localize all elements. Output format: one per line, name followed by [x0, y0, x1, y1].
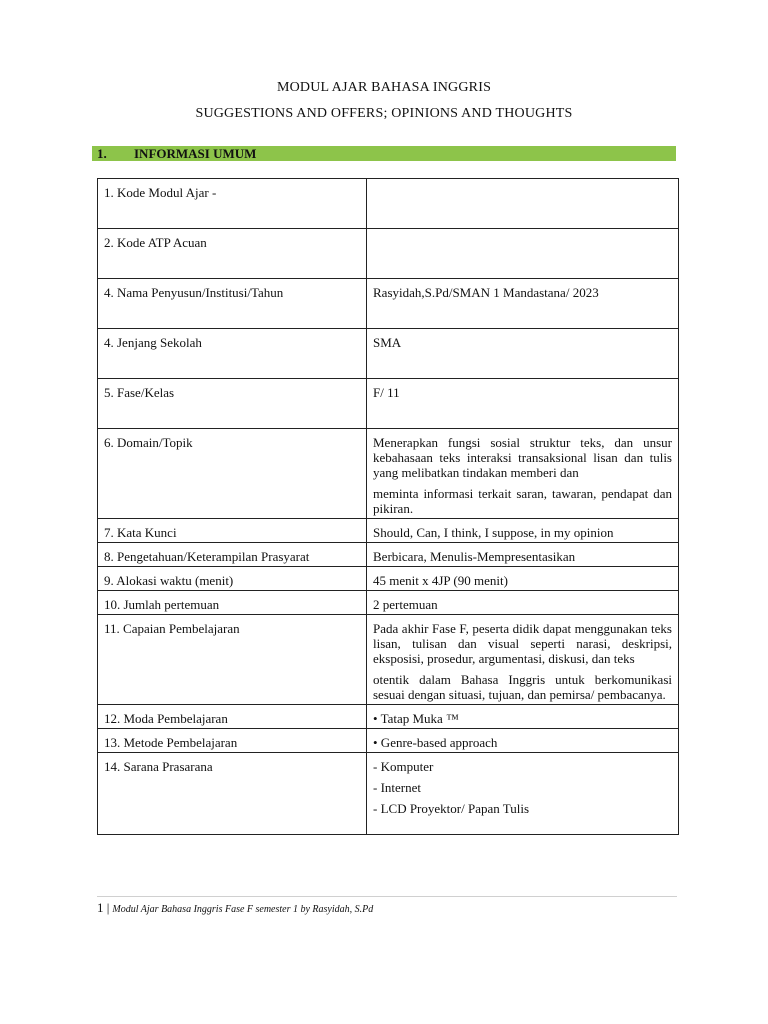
table-row [98, 615, 679, 705]
table-row [98, 543, 679, 567]
value-text: • Genre-based approach [373, 735, 498, 750]
row-value [367, 729, 679, 753]
value-text: • Tatap Muka ™ [373, 711, 459, 726]
value-text: 2 pertemuan [373, 597, 438, 612]
value-text: Berbicara, Menulis-Mempresentasikan [373, 549, 576, 564]
row-label: 4. Jenjang Sekolah [98, 329, 367, 379]
section-heading-bar [92, 146, 676, 161]
table-row [98, 705, 679, 729]
value-text: Should, Can, I think, I suppose, in my opinion [373, 525, 614, 540]
section-title: INFORMASI UMUM [134, 146, 257, 161]
row-value [367, 753, 679, 835]
page-footer [97, 900, 373, 916]
table-row [98, 379, 679, 429]
table-row [98, 729, 679, 753]
row-value [367, 591, 679, 615]
value-text: SMA [373, 335, 402, 350]
row-label: 10. Jumlah pertemuan [98, 591, 367, 615]
row-value [367, 705, 679, 729]
table-row [98, 591, 679, 615]
value-text: - Internet [373, 780, 422, 795]
table-row [98, 279, 679, 329]
row-label: 4. Nama Penyusun/Institusi/Tahun [98, 279, 367, 329]
value-text: F/ 11 [373, 385, 400, 400]
row-label: 12. Moda Pembelajaran [98, 705, 367, 729]
table-row [98, 179, 679, 229]
row-value [367, 329, 679, 379]
table-row [98, 567, 679, 591]
document-title: MODUL AJAR BAHASA INGGRIS [276, 80, 492, 95]
row-value [367, 379, 679, 429]
row-value [367, 279, 679, 329]
row-label: 9. Alokasi waktu (menit) [98, 567, 367, 591]
table-row [98, 429, 679, 519]
row-label: 14. Sarana Prasarana [98, 753, 367, 835]
row-value [367, 429, 679, 519]
row-value [367, 615, 679, 705]
row-label: 2. Kode ATP Acuan [98, 229, 367, 279]
value-text: Pada akhir Fase F, peserta didik dapat menggunakan teks lisan, tulisan dan visual seperti narasi, deskripsi, eksposisi, prosedur, argumentasi, diskusi, dan teks [373, 621, 672, 666]
table-row [98, 519, 679, 543]
value-text: - LCD Proyektor/ Papan Tulis [373, 801, 530, 816]
footer-text: Modul Ajar Bahasa Inggris Fase F semester 1 by Rasyidah, S.Pd [112, 904, 374, 915]
table-row [98, 753, 679, 835]
value-text: Rasyidah,S.Pd/SMAN 1 Mandastana/ 2023 [373, 285, 599, 300]
row-label: 8. Pengetahuan/Keterampilan Prasyarat [98, 543, 367, 567]
row-label: 1. Kode Modul Ajar - [98, 179, 367, 229]
row-value [367, 519, 679, 543]
row-value [367, 567, 679, 591]
table-row [98, 329, 679, 379]
row-value [367, 543, 679, 567]
informasi-umum-table [97, 178, 679, 835]
row-label: 11. Capaian Pembelajaran [98, 615, 367, 705]
row-label: 6. Domain/Topik [98, 429, 367, 519]
value-text: Menerapkan fungsi sosial struktur teks, dan unsur kebahasaan teks interaksi transaksional lisan dan tulis yang melibatkan tindakan memberi dan [373, 435, 672, 480]
value-text: meminta informasi terkait saran, tawaran, pendapat dan pikiran. [373, 486, 672, 516]
row-label: 5. Fase/Kelas [98, 379, 367, 429]
row-value [367, 229, 679, 279]
document-subtitle: SUGGESTIONS AND OFFERS; OPINIONS AND THOUGHTS [195, 106, 573, 121]
row-value [367, 179, 679, 229]
row-label: 7. Kata Kunci [98, 519, 367, 543]
table-row [98, 229, 679, 279]
value-text: 45 menit x 4JP (90 menit) [373, 573, 508, 588]
page-number: 1 | [97, 900, 110, 915]
row-label: 13. Metode Pembelajaran [98, 729, 367, 753]
value-text: - Komputer [373, 759, 434, 774]
value-text: otentik dalam Bahasa Inggris untuk berkomunikasi sesuai dengan situasi, tujuan, dan pemirsa/ pembacanya. [373, 672, 672, 702]
section-number: 1. [97, 146, 107, 161]
footer-divider [97, 896, 677, 897]
